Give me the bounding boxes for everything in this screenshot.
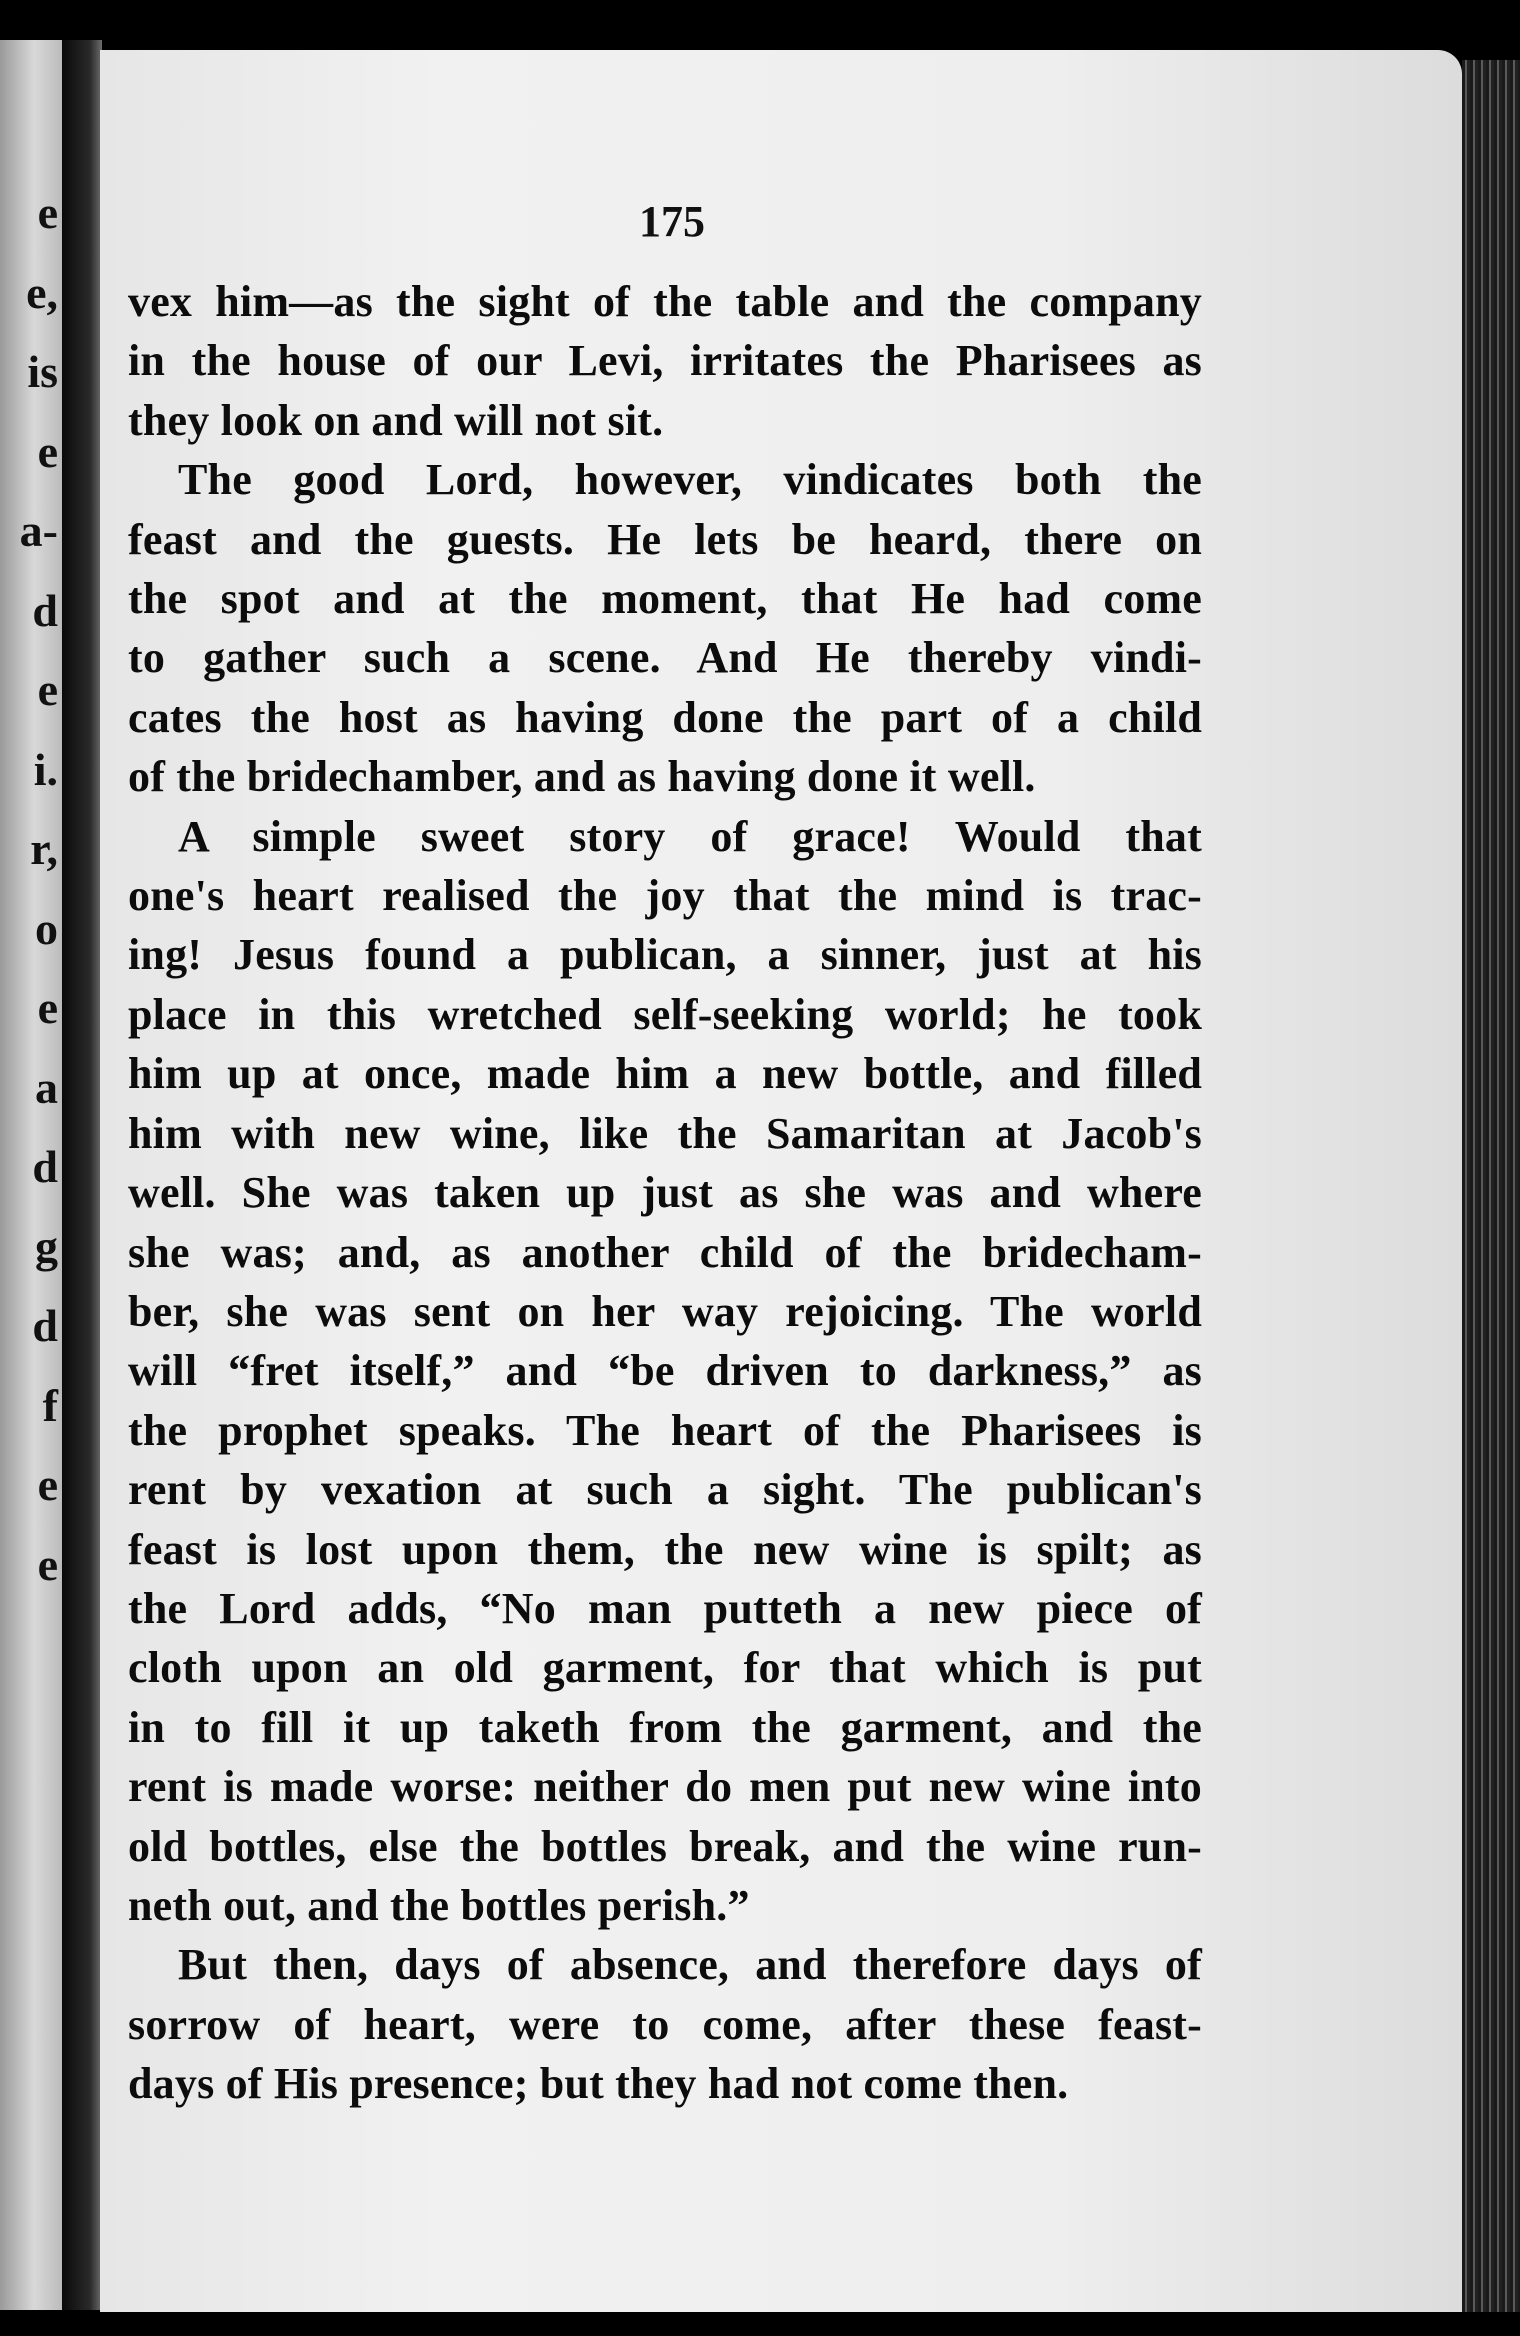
left-page-fragment: a [35, 1061, 58, 1113]
left-page-fragment: o [35, 902, 58, 954]
left-page-fragment: f [42, 1379, 58, 1431]
text-line: they look on and will not sit. [128, 395, 664, 445]
text-line: place in this wretched self-seeking world; he took [128, 989, 1202, 1039]
text-line: days of His presence; but they had not come then. [128, 2059, 1069, 2109]
paragraph [128, 1935, 1202, 2113]
left-page-fragment: e [37, 187, 58, 238]
left-page-fragment: e [37, 1538, 58, 1590]
left-page-fragment: d [32, 584, 58, 636]
left-page-fragment: e [37, 1459, 58, 1510]
text-line: she was; and, as another child of the bridecham- [128, 1227, 1202, 1277]
page-number: 175 [639, 197, 705, 246]
left-page-fragment: d [32, 1300, 58, 1351]
text-line: feast is lost upon them, the new wine is spilt; as [128, 1524, 1202, 1574]
left-page-fragment: e, [26, 266, 58, 318]
text-line: The good Lord, however, vindicates both the [178, 455, 1202, 505]
text-line: A simple sweet story of grace! Would that [178, 811, 1202, 861]
body-text [128, 272, 1202, 2114]
text-line: cates the host as having done the part of a child [128, 692, 1202, 742]
text-line: rent by vexation at such a sight. The publican's [128, 1465, 1202, 1515]
text-line: old bottles, else the bottles break, and the wine run- [128, 1821, 1202, 1871]
book-gutter [62, 40, 102, 2310]
text-line: feast and the guests. He lets be heard, there on [128, 514, 1202, 564]
left-page-edge [0, 40, 62, 2310]
text-line: in to fill it up taketh from the garment, and the [128, 1702, 1202, 1752]
text-line: him up at once, made him a new bottle, and filled [128, 1049, 1202, 1099]
left-page-fragment: e [37, 664, 58, 715]
left-page-fragment: r, [30, 823, 58, 874]
scan-border-bottom [0, 2312, 1520, 2336]
text-line: But then, days of absence, and therefore days of [178, 1940, 1202, 1990]
page-edges-right [1462, 60, 1520, 2320]
text-line: the prophet speaks. The heart of the Pharisees is [128, 1405, 1202, 1455]
text-line: vex him—as the sight of the table and the company [128, 277, 1202, 326]
paragraph [128, 807, 1202, 1936]
text-line: ber, she was sent on her way rejoicing. The world [128, 1286, 1202, 1336]
text-line: the spot and at the moment, that He had come [128, 574, 1202, 624]
text-line: in the house of our Levi, irritates the Pharisees as [128, 336, 1202, 386]
text-line: will “fret itself,” and “be driven to darkness,” as [128, 1346, 1202, 1396]
text-line: one's heart realised the joy that the mind is trac- [128, 871, 1202, 921]
text-line: sorrow of heart, were to come, after these feast- [128, 1999, 1202, 2049]
left-page-fragment: d [32, 1141, 58, 1192]
text-line: ing! Jesus found a publican, a sinner, just at his [128, 930, 1202, 980]
text-line: well. She was taken up just as she was and where [128, 1168, 1202, 1218]
left-page-fragment: g [35, 1220, 58, 1272]
left-page-fragment: e [37, 982, 58, 1033]
text-line: of the bridechamber, and as having done it well. [128, 752, 1036, 802]
left-page-fragment: is [27, 346, 58, 397]
left-page-fragment: e [37, 425, 58, 477]
paragraph [128, 450, 1202, 806]
left-page-fragment: i. [33, 743, 58, 795]
text-line: him with new wine, like the Samaritan at Jacob's [128, 1108, 1202, 1158]
text-line: cloth upon an old garment, for that which is put [128, 1643, 1202, 1693]
text-line: neth out, and the bottles perish.” [128, 1880, 750, 1930]
text-line: rent is made worse: neither do men put new wine into [128, 1762, 1202, 1812]
left-page-fragment: a- [19, 505, 58, 556]
paragraph [128, 272, 1202, 450]
text-line: the Lord adds, “No man putteth a new piece of [128, 1583, 1202, 1633]
text-line: to gather such a scene. And He thereby vindi- [128, 633, 1202, 683]
